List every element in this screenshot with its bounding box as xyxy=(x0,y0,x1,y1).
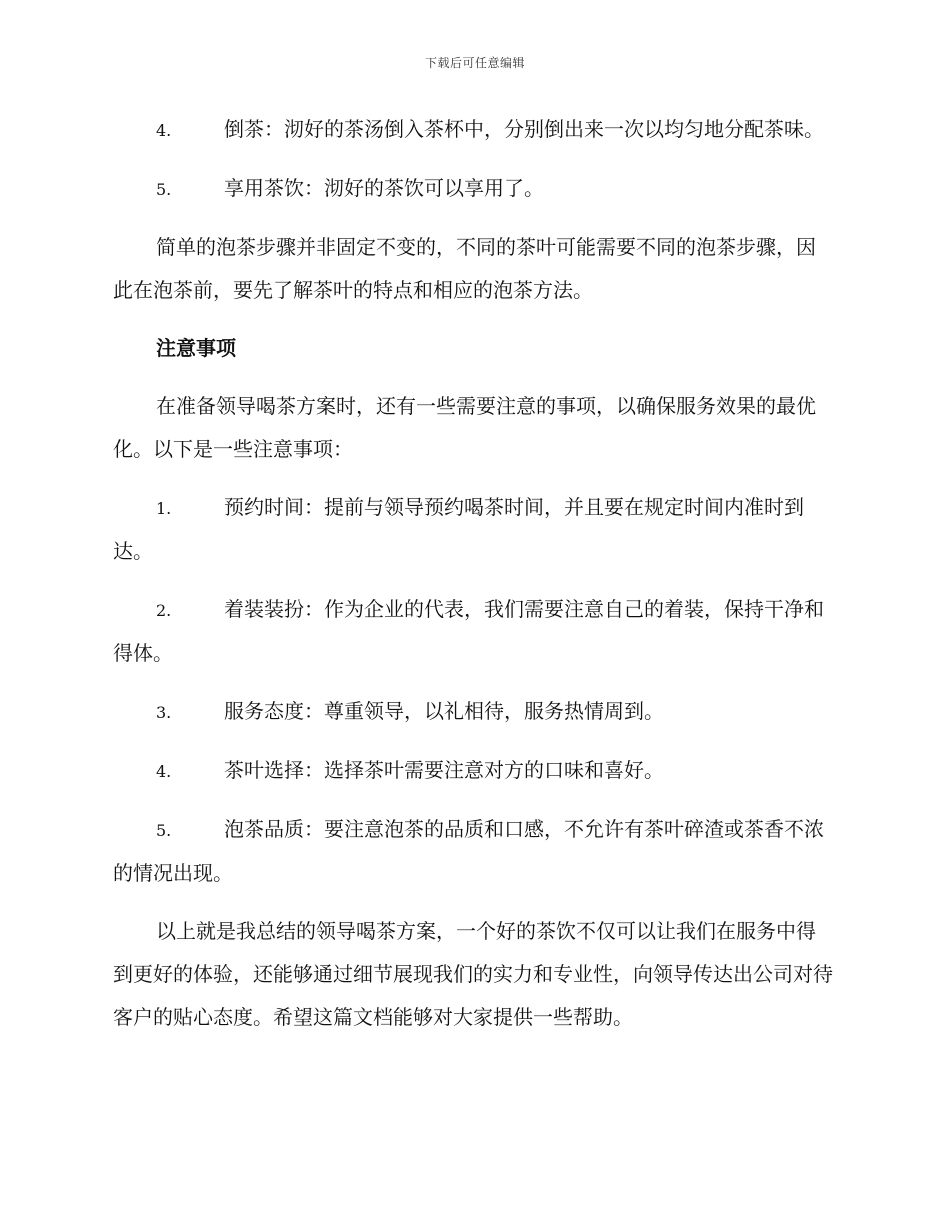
list-number: 5. xyxy=(156,180,172,199)
list-text: 服务态度：尊重领导，以礼相待，服务热情周到。 xyxy=(224,699,664,723)
list-number: 1. xyxy=(156,499,172,518)
list-number: 4. xyxy=(156,121,172,140)
document-body xyxy=(113,108,833,1054)
list-number: 2. xyxy=(156,601,172,620)
list-item xyxy=(113,108,833,152)
list-item xyxy=(113,486,833,573)
list-number: 4. xyxy=(156,762,172,781)
list-item xyxy=(113,690,833,734)
list-text: 着装装扮：作为企业的代表，我们需要注意自己的着装，保持干净和得体。 xyxy=(113,597,824,665)
section-heading: 注意事项 xyxy=(156,336,236,360)
paragraph-notes-intro: 在准备领导喝茶方案时，还有一些需要注意的事项，以确保服务效果的最优化。以下是一些注意事项： xyxy=(113,394,816,461)
list-text: 预约时间：提前与领导预约喝茶时间，并且要在规定时间内准时到达。 xyxy=(113,495,804,563)
list-number: 3. xyxy=(156,703,172,722)
list-number: 5. xyxy=(156,821,172,840)
list-text: 泡茶品质：要注意泡茶的品质和口感，不允许有茶叶碎渣或茶香不浓的情况出现。 xyxy=(113,817,824,885)
paragraph-conclusion: 以上就是我总结的领导喝茶方案，一个好的茶饮不仅可以让我们在服务中得到更好的体验，还能够通过细节展现我们的实力和专业性，向领导传达出公司对待客户的贴心态度。希望这篇文档能够对大家提供一些帮助。 xyxy=(113,919,833,1029)
list-text: 享用茶饮：沏好的茶饮可以享用了。 xyxy=(224,176,544,200)
list-item xyxy=(113,749,833,793)
list-item xyxy=(113,808,833,895)
paragraph-steps-note: 简单的泡茶步骤并非固定不变的，不同的茶叶可能需要不同的泡茶步骤，因此在泡茶前，要先了解茶叶的特点和相应的泡茶方法。 xyxy=(113,235,816,302)
list-text: 倒茶：沏好的茶汤倒入茶杯中，分别倒出来一次以均匀地分配茶味。 xyxy=(224,117,824,141)
list-item xyxy=(113,167,833,211)
list-item xyxy=(113,588,833,675)
page-header-note: 下载后可任意编辑 xyxy=(424,56,525,70)
list-text: 茶叶选择：选择茶叶需要注意对方的口味和喜好。 xyxy=(224,758,664,782)
